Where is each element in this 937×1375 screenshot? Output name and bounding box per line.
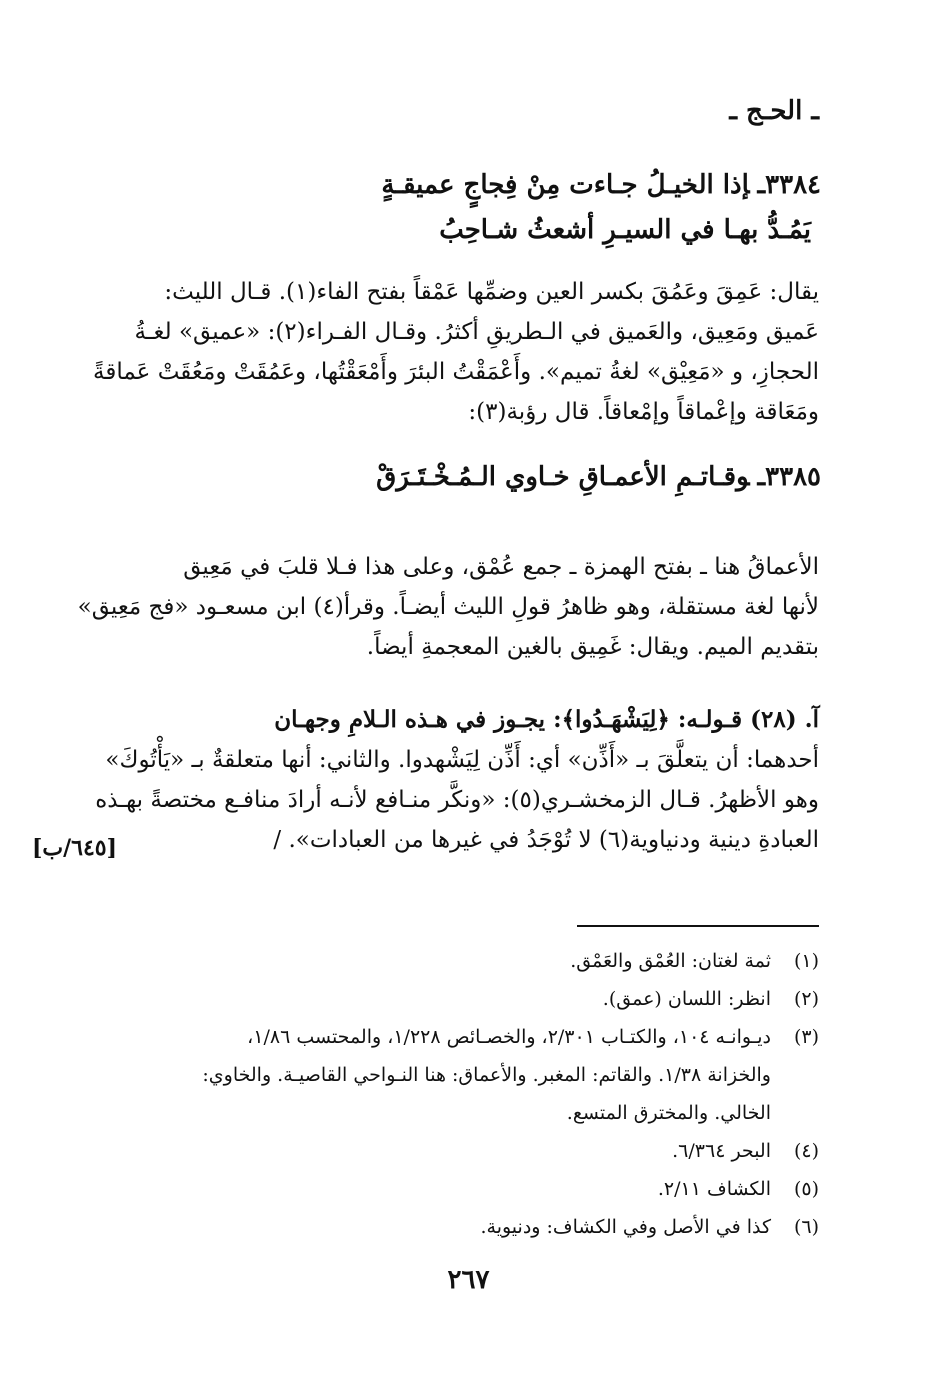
paragraph-3 [95,700,819,860]
footnote-text: كذا في الأصل وفي الكشاف: ودنيوية. [480,1216,771,1238]
footnote-text: الخالي. والمخترق المتسع. [566,1102,771,1124]
verse-text: إذا الخيـلُ جـاءت مِنْ فِجاجٍ عميقـةٍ [381,170,750,200]
manuscript-folio-marker: [٦٤٥/ب] [32,835,118,861]
paragraph-line: أحدهما: أن يتعلَّقَ بـ «أَذِّن» أي: أَذِّن لِيَشْهدوا. والثاني: أنها متعلقةٌ بـ «يَأْتُوكَ» [105,747,819,773]
footnotes [119,942,819,1246]
footnote [119,1208,819,1246]
page-number: ٢٦٧ [447,1265,490,1295]
verse-3384-line-2: يَمُـدُّ بهـا في السيـرِ أشعثُ شـاحِبُ [439,215,811,245]
verse-number: ٣٣٨٥ـ [757,462,821,492]
footnote [119,1018,819,1132]
paragraph-line: لأنها لغة مستقلة، وهو ظاهرُ قولِ الليث أيضـاً. وقرأ(٤) ابن مسعـود «فج مَعِيق» [77,594,819,620]
paragraph-1 [93,272,819,432]
footnote-number: (٣) [793,1026,819,1048]
footnote [119,1170,819,1208]
paragraph-line: العبادةِ دينية ودنياوية(٦) لا تُوْجَدُ في غيرها من العبادات». / [273,827,819,853]
paragraph-line: الحجازِ، و «مَعِيْق» لغةُ تميم». وأَعْمَقْتُ البئرَ وأَمْعَقْتُها، وعَمُقَتْ ومَعُقَتْ عَماقةً [93,359,819,385]
footnote-text: البحر ٦/٣٦٤. [672,1140,771,1162]
footnote-text: ديـوانـه ١٠٤، والكتـاب ٢/٣٠١، والخصـائص ١/٢٢٨، والمحتسب ١/٨٦، [247,1026,771,1048]
footnote-text: ثمة لغتان: العُمْق والعَمْق. [570,950,771,972]
footnote-number: (٥) [793,1178,819,1200]
footnote-number: (١) [793,950,819,972]
paragraph-2 [77,547,819,667]
footnote-text: والخزانة ١/٣٨. والقاتم: المغبر. والأعماق: هنا النـواحي القاصيـة. والخاوي: [202,1064,771,1086]
paragraph-line: ومَعَاقة وإعْماقاً وإمْعاقاً. قال رؤبة(٣): [468,399,819,425]
paragraph-line: يقال: عَمِقَ وعَمُقَ بكسر العين وضمِّها عَمْقاً بفتح الفاء(١). قـال الليث: [164,279,819,305]
footnote-number: (٦) [793,1216,819,1238]
verse-3385 [376,462,821,492]
footnote [119,942,819,980]
paragraph-line: وهو الأظهرُ. قـال الزمخشـري(٥): «ونكَّر منـافع لأنـه أرادَ منافـع مختصةً بهـذه [95,787,819,813]
footnote-text: انظر: اللسان (عمق). [602,988,771,1010]
paragraph-line: بتقديم الميم. ويقال: غَمِيق بالغين المعجمةِ أيضاً. [366,634,819,660]
footnote [119,980,819,1018]
footnote-separator [577,925,819,927]
paragraph-line: آ. (٢٨) قـولـه: ﴿لِيَشْهَـدُوا﴾: يجـوز في هـذه الـلامِ وجهـان [274,706,819,733]
footnote-number: (٤) [793,1140,819,1162]
footnote-number: (٢) [793,988,819,1010]
verse-3384-line-1 [381,170,821,200]
paragraph-line: الأعماقُ هنا ـ بفتح الهمزة ـ جمع عُمْق، وعلى هذا فـلا قلبَ في مَعِيق [183,554,819,580]
verse-text: وقـاتـمِ الأعمـاقِ خـاوي الـمُـخْـتَـرَقْ [376,462,750,492]
verse-number: ٣٣٨٤ـ [757,170,821,200]
footnote [119,1132,819,1170]
paragraph-line: عَميق ومَعِيق، والعَميق في الـطريقِ أكثرُ. وقـال الفـراء(٢): «عميق» لغـةُ [134,319,819,345]
footnote-text: الكشاف ٢/١١. [657,1178,771,1200]
running-header: ـ الحـج ـ [729,96,819,126]
